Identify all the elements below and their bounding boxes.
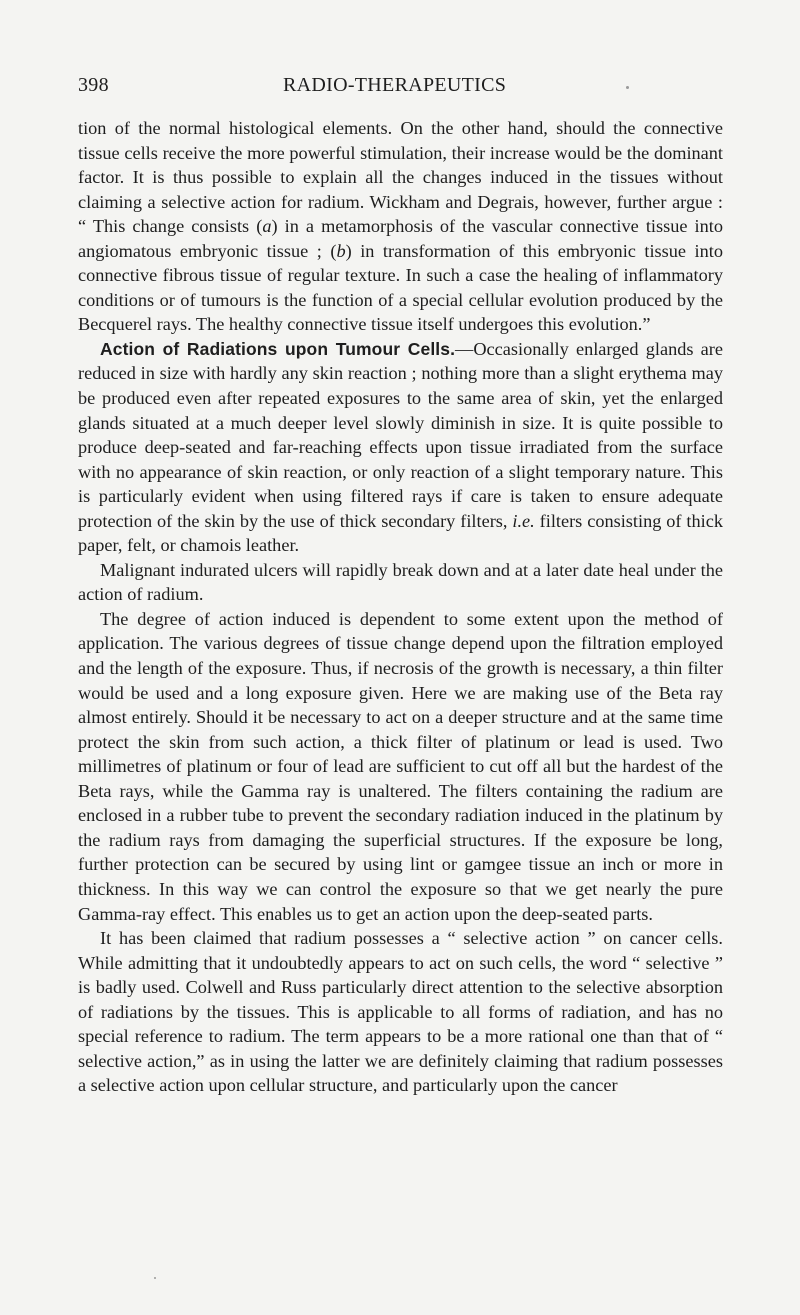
- list-marker-a: a: [262, 216, 272, 237]
- running-title: RADIO-THERAPEUTICS: [283, 74, 507, 96]
- paragraph-tumour-cells: [78, 337, 723, 558]
- paragraph-malignant-ulcers: Malignant indurated ulcers will rapidly break down and at a later date heal under the action of radium.: [78, 559, 723, 605]
- paragraph-text: filters consisting of thick paper, felt, or chamois leather.: [78, 510, 723, 556]
- book-page: [78, 74, 723, 1098]
- paper-speck: [154, 1277, 156, 1279]
- paragraph-text: ) in transformation of this embryonic tissue into connective fibrous tissue of regular texture. In such a case the healing of inflammatory conditions or of tumours is the function of a special cellular evolution produced by the Becquerel rays. The healthy connective tissue itself undergoes this evolution.”: [78, 240, 723, 335]
- paragraph-text: —Occasionally enlarged glands are reduced in size with hardly any skin reaction ; nothing more than a slight erythema may be produced even after repeated exposures to the same area of skin, yet the enlarged glands situated at a much deeper level slowly diminish in size. It is quite possible to produce deep-seated and far-reaching effects upon tissue irradiated from the surface with no appearance of skin reaction, or only reaction of a slight temporary nature. This is particularly evident when using filtered rays if care is taken to ensure adequate protection of the skin by the use of thick secondary filters,: [78, 338, 723, 531]
- list-marker-b: b: [336, 240, 346, 261]
- body-text: [78, 116, 723, 1098]
- paper-speck: [626, 86, 629, 89]
- paragraph-text: tion of the normal histological elements. On the other hand, should the connective tissue cells receive the more powerful stimulation, their increase would be the dominant factor. It is thus possible to explain all the changes induced in the tissues without claiming a selective action for radium. Wickham and Degrais, however, further argue : “ This change consists (: [78, 118, 723, 237]
- page-number: 398: [78, 74, 109, 96]
- paragraph-degree-of-action: The degree of action induced is dependent to some extent upon the method of application. The various degrees of tissue change depend upon the filtration employed and the length of the exposure. Thus, if necrosis of the growth is necessary, a thin filter would be used and a long exposure given. Here we are making use of the Beta ray almost entirely. Should it be necessary to act on a deeper structure and at the same time protect the skin from such action, a thick filter of platinum or lead is used. Two millimetres of platinum or four of lead are sufficient to cut off all but the hardest of the Beta rays, while the Gamma ray is unaltered. The filters containing the radium are enclosed in a rubber tube to prevent the secondary radiation induced in the platinum by the radium rays from damaging the superficial structures. If the exposure be long, further protection can be secured by using lint or gamgee tissue an inch or more in thickness. In this way we can control the exposure so that we get nearly the pure Gamma-ray effect. This enables us to get an action upon the deep-seated parts.: [78, 608, 723, 924]
- paragraph-continuation: [78, 116, 723, 337]
- paragraph-selective-action: It has been claimed that radium possesses a “ selective action ” on cancer cells. While admitting that it undoubtedly appears to act on such cells, the word “ selective ” is badly used. Colwell and Russ particularly direct attention to the selective absorption of radiations by the tissues. This is applicable to all forms of radiation, and has no special reference to radium. The term appears to be a more rational one than that of “ selective action,” as in using the latter we are definitely claiming that radium possesses a selective action upon cellular structure, and particularly upon the cancer: [78, 928, 723, 1096]
- paragraph-text: ) in a metamorphosis of the vascular connective tissue into angiomatous embryonic tissue ; (: [78, 216, 723, 261]
- section-heading: Action of Radiations upon Tumour Cells.: [100, 338, 456, 359]
- abbreviation-ie: i.e.: [512, 510, 535, 531]
